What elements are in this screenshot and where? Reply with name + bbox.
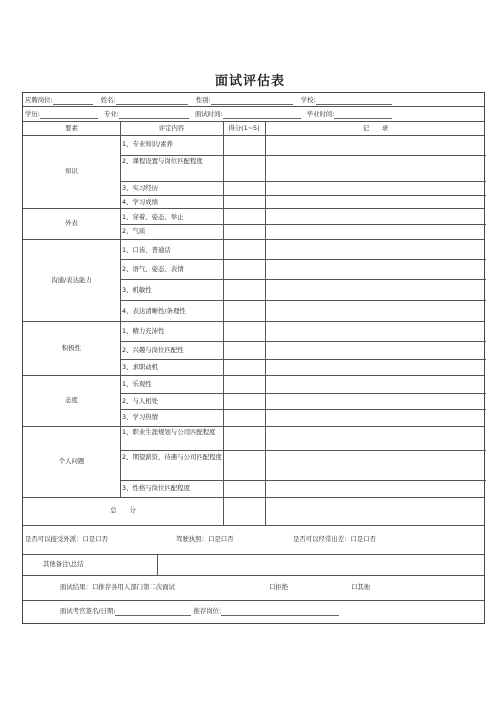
header-element: 要素 xyxy=(65,124,78,132)
item-attitude-1: 1、乐观性 xyxy=(122,380,152,388)
evaluation-form xyxy=(22,92,485,624)
item-knowledge-1: 1、专业知识/素养 xyxy=(122,140,173,148)
total-label: 总 分 xyxy=(110,506,136,514)
item-communication-2: 2、语气、姿态、表情 xyxy=(122,265,184,273)
school-label: 学校: xyxy=(300,96,316,104)
item-communication-3: 3、机敏性 xyxy=(122,286,152,294)
header-score: 得分(1~5) xyxy=(228,124,260,132)
name-field[interactable] xyxy=(116,96,188,105)
position-field[interactable] xyxy=(53,96,93,105)
signature-row xyxy=(60,607,339,616)
item-initiative-1: 1、精力充沛性 xyxy=(122,327,165,335)
item-communication-1: 1、口齿、普通话 xyxy=(122,246,171,254)
recommend-field[interactable] xyxy=(221,607,339,616)
group-name-appearance: 外表 xyxy=(65,219,78,227)
item-appearance-2: 2、气质 xyxy=(122,227,146,235)
recommend-label: 推荐岗位: xyxy=(193,607,222,615)
item-personal-2: 2、期望薪资、待遇与公司匹配程度 xyxy=(122,453,222,461)
item-communication-4: 4、表达清晰性/条理性 xyxy=(122,307,186,315)
name-label: 姓名: xyxy=(100,96,116,104)
question-license[interactable]: 驾驶执照：口是口否 xyxy=(176,535,234,543)
question-business-trip[interactable]: 是否可以经常出差：口是口否 xyxy=(293,535,377,543)
question-travel[interactable]: 是否可以接受外派：口是口否 xyxy=(25,535,109,543)
gender-label: 性别: xyxy=(195,96,211,104)
header-content: 评定内容 xyxy=(158,124,185,132)
graduation-label: 毕业时间: xyxy=(306,110,335,118)
item-personal-3: 3、性格与岗位匹配程度 xyxy=(122,484,190,492)
group-name-personal: 个人问题 xyxy=(58,457,85,465)
gender-field[interactable] xyxy=(211,96,293,105)
education-field[interactable] xyxy=(40,110,98,119)
graduation-field[interactable] xyxy=(334,110,392,119)
school-field[interactable] xyxy=(316,96,392,105)
item-attitude-3: 3、学习热情 xyxy=(122,413,159,421)
item-attitude-2: 2、与人相处 xyxy=(122,397,159,405)
info-row-1 xyxy=(25,96,392,105)
info-row-2 xyxy=(25,110,392,119)
interview-time-field[interactable] xyxy=(223,110,301,119)
education-label: 学历: xyxy=(25,110,40,118)
item-knowledge-4: 4、学习成绩 xyxy=(122,198,159,206)
result-second-interview[interactable]: 面试结果：口推荐各用人部门第二次面试 xyxy=(60,583,176,591)
major-field[interactable] xyxy=(119,110,189,119)
header-record: 记 录 xyxy=(362,124,389,132)
item-initiative-2: 2、兴趣与岗位匹配性 xyxy=(122,346,184,354)
group-name-knowledge: 知识 xyxy=(65,167,78,175)
item-personal-1: 1、职业生涯规划与公司匹配程度 xyxy=(122,428,216,436)
item-appearance-1: 1、穿着、姿态、举止 xyxy=(122,213,184,221)
position-label: 应聘岗位: xyxy=(25,96,53,104)
result-other[interactable]: 口其他 xyxy=(351,583,371,591)
signature-label: 面试考官签名/日期: xyxy=(60,607,116,615)
group-name-communication: 沟通/表达能力 xyxy=(51,276,92,284)
item-knowledge-3: 3、实习经历 xyxy=(122,184,159,192)
group-name-initiative: 积极性 xyxy=(61,344,82,352)
group-name-attitude: 态度 xyxy=(65,396,78,404)
remarks-label: 其他备注\总结 xyxy=(43,560,84,568)
signature-field[interactable] xyxy=(115,607,191,616)
interview-time-label: 面试时间: xyxy=(194,110,223,118)
major-label: 专业: xyxy=(103,110,119,118)
result-reject[interactable]: 口拒绝 xyxy=(269,583,289,591)
page-title: 面试评估表 xyxy=(214,74,285,89)
item-knowledge-2: 2、课程设置与岗位匹配程度 xyxy=(122,157,203,165)
item-initiative-3: 3、求职动机 xyxy=(122,363,159,371)
